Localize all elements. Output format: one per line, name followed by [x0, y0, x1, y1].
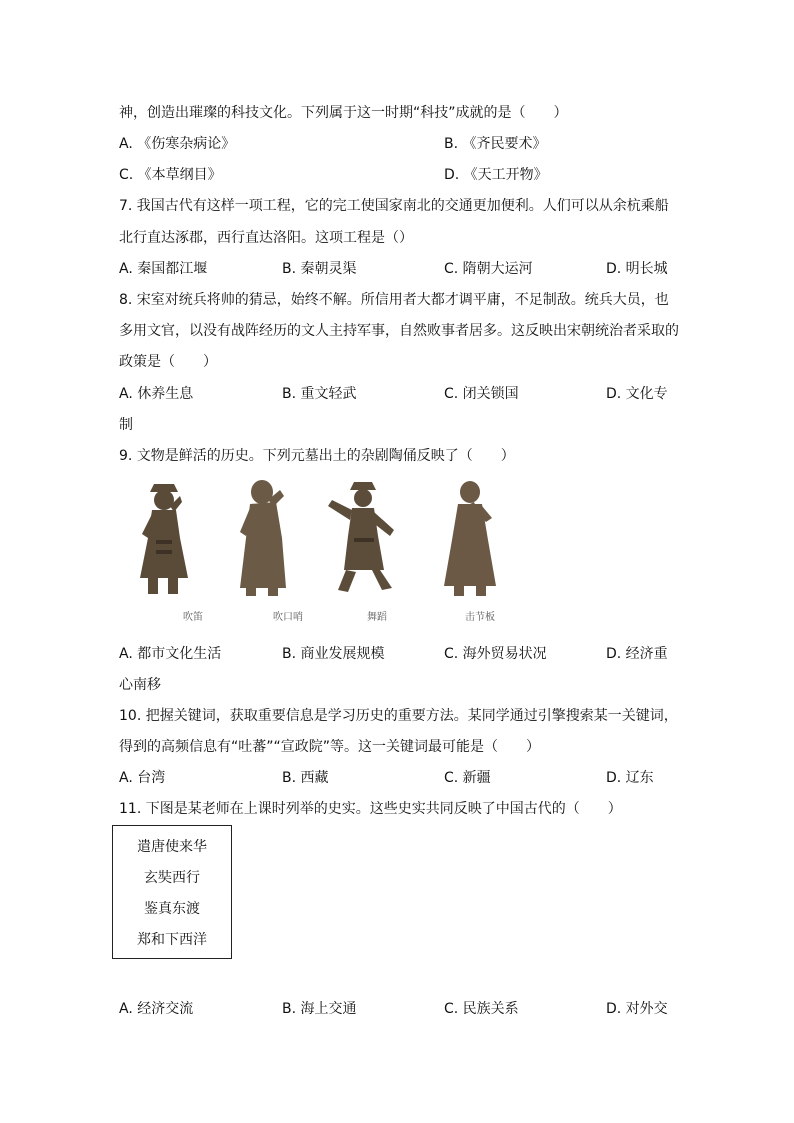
q7-option-a: A. 秦国都江堰	[119, 261, 208, 277]
q11-option-a: A. 经济交流	[119, 1001, 194, 1017]
q8-option-c: C. 闭关锁国	[444, 386, 519, 402]
q8-stem-line-3: 政策是（ ）	[119, 354, 217, 370]
q9-option-c: C. 海外贸易状况	[444, 646, 547, 662]
q6-option-b: B. 《齐民要术》	[444, 136, 547, 152]
facts-box	[112, 825, 232, 959]
q6-option-a: A. 《伤寒杂病论》	[119, 136, 236, 152]
figurine-caption: 吹笛	[183, 612, 203, 623]
q9-option-b: B. 商业发展规模	[282, 646, 385, 662]
facts-box-item: 郑和下西洋	[137, 932, 207, 948]
dancer-figurine	[322, 478, 406, 604]
q7-option-c: C. 隋朝大运河	[444, 261, 533, 277]
q8-option-a: A. 休养生息	[119, 386, 194, 402]
figurine-caption: 击节板	[465, 612, 495, 623]
q9-option-d: D. 经济重	[606, 646, 668, 662]
q10-stem-line-1: 10. 把握关键词，获取重要信息是学习历史的重要方法。某同学通过引擎搜索某一关键词，	[119, 708, 678, 724]
facts-box-item: 遣唐使来华	[137, 839, 207, 855]
q11-option-d: D. 对外交	[606, 1001, 668, 1017]
q8-stem-line-2: 多用文官，以没有战阵经历的文人主持军事，自然败事者居多。这反映出宋朝统治者采取的	[119, 323, 679, 339]
q8-option-b: B. 重文轻武	[282, 386, 357, 402]
q9-stem: 9. 文物是鲜活的历史。下列元墓出土的杂剧陶俑反映了（ ）	[119, 448, 515, 464]
q7-stem-line-2: 北行直达涿郡，西行直达洛阳。这项工程是（）	[119, 230, 413, 246]
q10-option-b: B. 西藏	[282, 770, 329, 786]
q6-option-d: D. 《天工开物》	[444, 167, 548, 183]
q6-option-c: C. 《本草纲目》	[119, 167, 222, 183]
q10-option-a: A. 台湾	[119, 770, 166, 786]
q11-option-c: C. 民族关系	[444, 1001, 519, 1017]
q8-option-d-wrap: 制	[119, 417, 133, 433]
figurine-caption: 舞蹈	[367, 612, 387, 623]
q10-option-c: C. 新疆	[444, 770, 491, 786]
whistler-figurine	[232, 478, 296, 604]
q11-option-b: B. 海上交通	[282, 1001, 357, 1017]
q10-stem-line-2: 得到的高频信息有“吐蕃”“宣政院”等。这一关键词最可能是（ ）	[119, 739, 541, 755]
q8-stem-line-1: 8. 宋室对统兵将帅的猜忌，始终不解。所信用者大都才调平庸，不足制敌。统兵大员，也	[119, 292, 669, 308]
q11-stem: 11. 下图是某老师在上课时列举的史实。这些史实共同反映了中国古代的（ ）	[119, 801, 622, 817]
q6-stem: 神，创造出璀璨的科技文化。下列属于这一时期“科技”成就的是（ ）	[119, 105, 568, 121]
facts-box-item: 玄奘西行	[144, 870, 200, 886]
q10-option-d: D. 辽东	[606, 770, 654, 786]
clapper-figurine	[438, 478, 504, 604]
flute-player-figurine	[128, 478, 200, 604]
q7-option-b: B. 秦朝灵渠	[282, 261, 357, 277]
q7-stem-line-1: 7. 我国古代有这样一项工程，它的完工使国家南北的交通更加便利。人们可以从余杭乘船	[119, 198, 669, 214]
q9-option-a: A. 都市文化生活	[119, 646, 222, 662]
figurine-caption: 吹口哨	[273, 612, 303, 623]
facts-box-item: 鉴真东渡	[144, 901, 200, 917]
q8-option-d: D. 文化专	[606, 386, 668, 402]
q7-option-d: D. 明长城	[606, 261, 668, 277]
q9-option-d-wrap: 心南移	[119, 677, 161, 693]
